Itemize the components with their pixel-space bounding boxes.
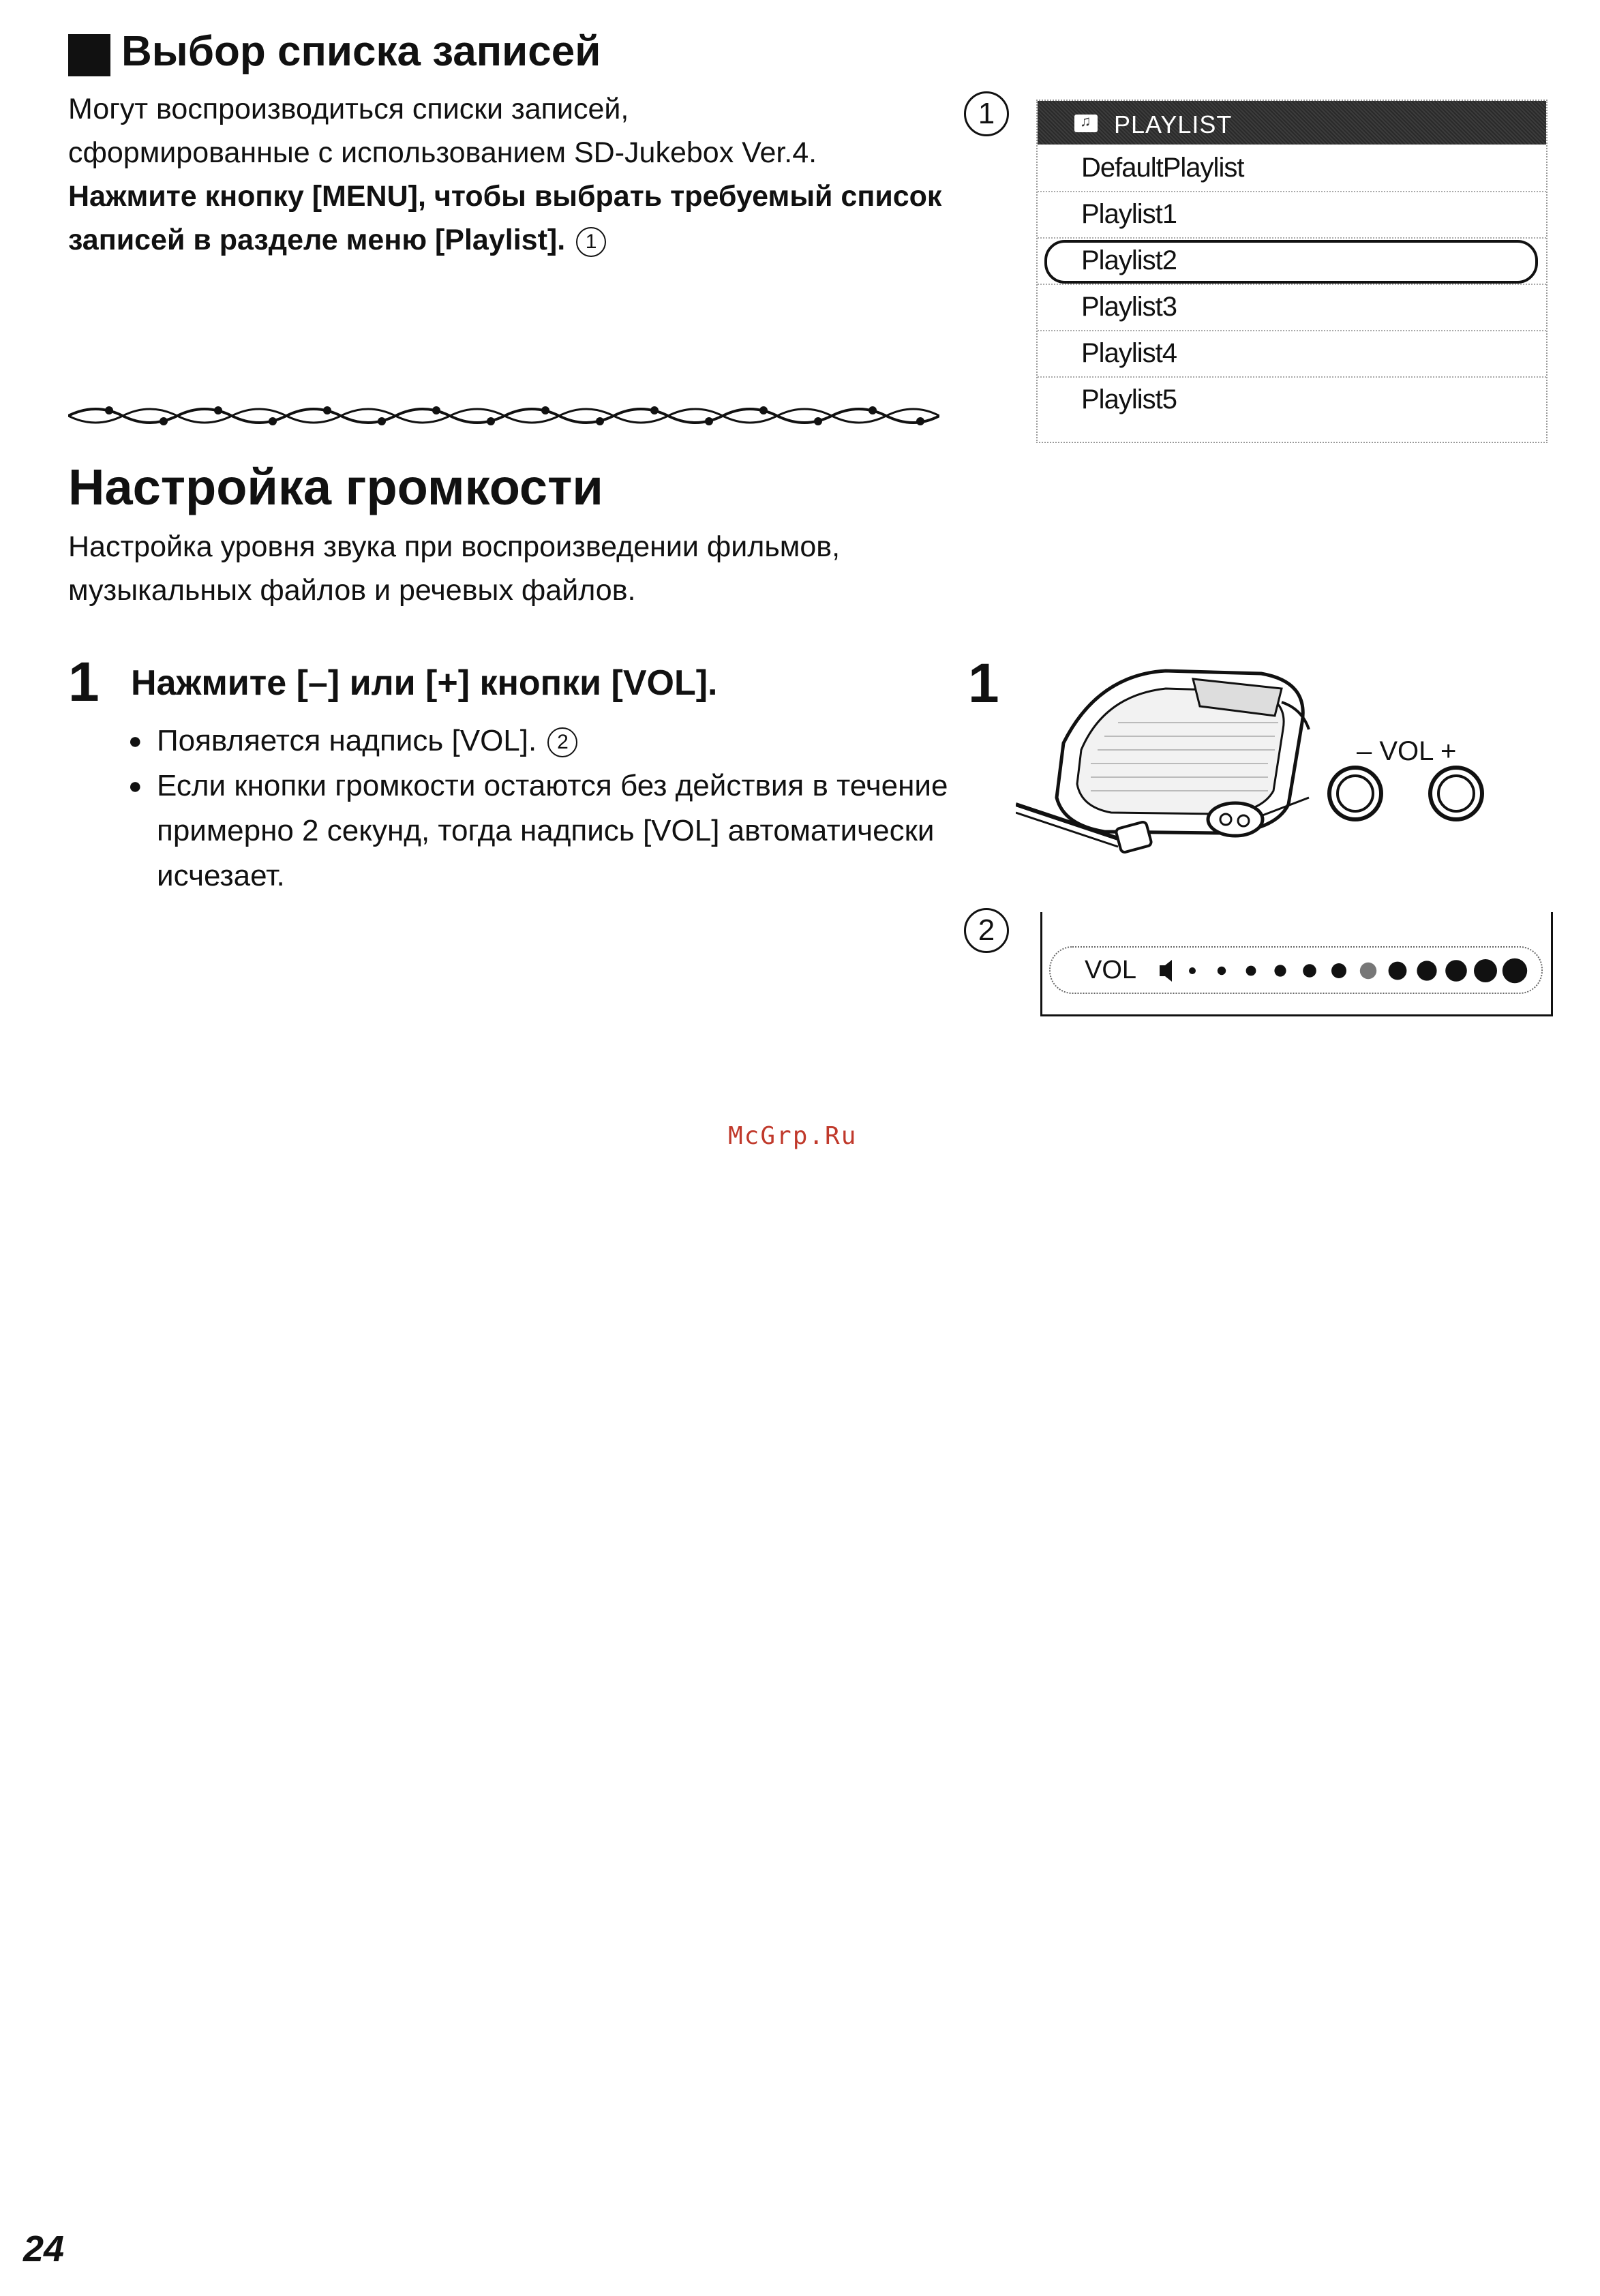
- volume-level-indicator: [1157, 952, 1539, 990]
- step-title: Нажмите [–] или [+] кнопки [VOL].: [131, 663, 718, 703]
- section-volume-text: Настройка уровня звука при воспроизведении фильмов, музыкальных файлов и речевых файлов.: [68, 530, 841, 607]
- vol-buttons-label: – VOL +: [1357, 736, 1457, 766]
- page-number: 24: [23, 2229, 65, 2269]
- section-playlist-text: [68, 87, 961, 262]
- volume-display: [1040, 912, 1553, 1016]
- playlist-header: [1038, 101, 1546, 145]
- volume-dot: [1331, 963, 1346, 978]
- playlist-item[interactable]: Playlist5: [1081, 384, 1177, 414]
- playlist-menu: [1036, 100, 1548, 443]
- playlist-item-selected[interactable]: Playlist2: [1038, 237, 1546, 285]
- instruction: Нажмите кнопку [MENU], чтобы выбрать требуемый список записей в разделе меню [Playlist].: [68, 180, 942, 256]
- bullet-item: ● Если кнопки громкости остаются без действия в течение примерно 2 секунд, тогда надпись [VOL] автоматически исчезает.: [128, 764, 960, 898]
- volume-dot: [1503, 958, 1527, 983]
- watermark: McGrp.Ru: [728, 1122, 858, 1150]
- figure-label-1: 1: [964, 91, 1009, 136]
- figure-label-2: 2: [964, 908, 1009, 953]
- playlist-item[interactable]: Playlist3: [1038, 284, 1546, 331]
- section-title-volume: Настройка громкости: [68, 459, 603, 515]
- volume-dot: [1417, 961, 1436, 980]
- instruction-text: [68, 175, 961, 262]
- volume-dot: [1303, 964, 1316, 978]
- figure-step-number: 1: [968, 652, 999, 714]
- volume-bar: [1049, 946, 1543, 994]
- playlist-item[interactable]: Playlist4: [1038, 330, 1546, 378]
- section-title-playlist: Выбор списка записей: [121, 28, 601, 75]
- playlist-header-label: PLAYLIST: [1114, 110, 1233, 138]
- figure-ref-1: 1: [576, 227, 606, 257]
- music-note-icon: [1074, 115, 1098, 132]
- volume-dot: [1189, 967, 1196, 974]
- volume-dot: [1274, 965, 1286, 976]
- bullet-item: ● Появляется надпись [VOL]. 2: [128, 719, 960, 764]
- volume-dot: [1246, 966, 1256, 976]
- volume-dot: [1218, 967, 1226, 975]
- volume-label: VOL: [1085, 956, 1137, 984]
- ornament-divider: [68, 401, 939, 431]
- speaker-icon: [1160, 960, 1172, 982]
- step-bullets: [128, 719, 960, 898]
- device-illustration: [1016, 661, 1548, 879]
- volume-dot: [1389, 962, 1407, 980]
- body-line-2: сформированные с использованием SD-Jukebox Ver.4.: [68, 136, 817, 169]
- playlist-item[interactable]: Playlist1: [1038, 191, 1546, 239]
- step-number: 1: [68, 651, 100, 713]
- volume-dot: [1474, 959, 1497, 982]
- body-line-1: Могут воспроизводиться списки записей,: [68, 93, 629, 125]
- volume-dot: [1445, 960, 1467, 982]
- section-marker: [68, 34, 110, 76]
- figure-ref-2: 2: [547, 727, 577, 757]
- volume-dot: [1360, 963, 1376, 979]
- playlist-item[interactable]: DefaultPlaylist: [1038, 145, 1546, 192]
